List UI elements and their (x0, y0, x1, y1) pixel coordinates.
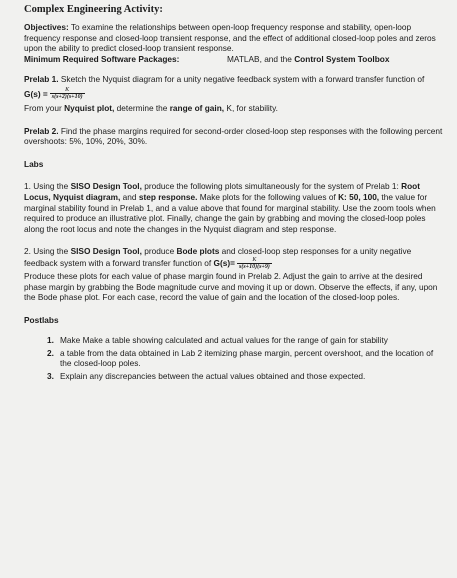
postlab-number: 1. (47, 335, 54, 346)
requirements-line (24, 54, 445, 65)
lab2-paragraph (24, 246, 445, 271)
list-item (47, 347, 445, 369)
lab1-i: the value for marginal stability found in Prelab 1, and a value above that found for marginal stability. Use the zoom tools when required to produce an illustrative plot. Finally, change the gain by grabbing and moving the closed-loop poles along the root locus and note the changes in the Nyquist diagram and step response. (24, 191, 436, 234)
lab2-c: produce (141, 246, 177, 257)
postlabs-heading: Postlabs (24, 314, 59, 325)
postlab-number: 3. (47, 371, 54, 382)
lab2-denominator: s(s+10)(s+9) (239, 264, 270, 271)
lab1-g: Make plots for the following values of (197, 191, 339, 202)
prelab2-paragraph (24, 126, 445, 147)
lab1-a: 1. Using the (24, 181, 71, 192)
prelab1-paragraph (24, 74, 445, 85)
prelab1-from-c: determine the (114, 102, 170, 113)
postlab-text: a table from the data obtained in Lab 2 itemizing phase margin, percent overshoot, and the location of the closed-loop poles. (60, 347, 434, 369)
prelab2-text: Find the phase margins required for second-order closed-loop step responses with the following percent overshoots: 5%, 10%, 20%, 30%. (24, 125, 443, 147)
requirements-matlab: MATLAB, (227, 53, 262, 64)
objectives-text: To examine the relationships between open-loop frequency response and stability, open-loop frequency response and closed-loop transient response, and the effect of additional closed-loop poles and zeros upon the ability to predict closed-loop transient response. (24, 22, 436, 54)
lab2-e: and closed-loop step responses for a unity negative feedback system with a forward transfer function of (24, 246, 412, 269)
lab2-numerator: K (252, 256, 257, 263)
postlabs-list (24, 335, 445, 381)
objectives-label: Objectives: (24, 22, 69, 32)
lab1-d: Root Locus, Nyquist diagram, (24, 181, 420, 202)
prelab1-text: Sketch the Nyquist diagram for a unity negative feedback system with a forward transfer function of (58, 74, 425, 85)
requirements-value (227, 54, 389, 65)
lab1-b: SISO Design Tool, (70, 181, 142, 192)
prelab1-from-e: K, for stability. (224, 102, 278, 113)
lab2-d: Bode plots (176, 246, 220, 257)
requirements-toolbox: Control System Toolbox (294, 53, 390, 64)
postlab-text: Explain any discrepancies between the actual values obtained and those expected. (60, 371, 366, 382)
objectives-paragraph (24, 22, 445, 54)
prelab1-numerator: K (65, 86, 70, 93)
labs-heading: Labs (24, 158, 44, 169)
prelab2-label: Prelab 2. (24, 125, 59, 136)
list-item (47, 335, 445, 346)
lab1-paragraph (24, 181, 445, 234)
lab2-b: SISO Design Tool, (70, 246, 142, 257)
postlab-number: 2. (47, 347, 54, 358)
lab2-fraction (237, 257, 272, 271)
lab1-f: step response. (138, 191, 198, 202)
prelab1-label: Prelab 1. (24, 74, 59, 85)
prelab1-fraction (50, 87, 85, 101)
prelab1-denominator: s(s+2)(s+10) (51, 94, 83, 101)
prelab1-from-b: Nyquist plot, (64, 102, 115, 113)
lab2-rest: Produce these plots for each value of phase margin found in Prelab 2. Adjust the gain to arrive at the desired phase margin by grabbing the Bode magnitude curve and moving it up or down. Observe the effects, if any, upon the Bode phase plot. For each case, record the value of gain and the location of the closed-loop poles. (24, 270, 438, 303)
postlab-text: Make Make a table showing calculated and actual values for the range of gain for stability (60, 335, 388, 346)
lab1-e: and (120, 191, 139, 202)
requirements-label: Minimum Required Software Packages: (24, 53, 180, 64)
page-title: Complex Engineering Activity: (24, 4, 163, 15)
prelab1-transfer-function (24, 85, 445, 103)
prelab1-from-d: range of gain, (169, 102, 225, 113)
lab2-gs-label: G(s)= (213, 258, 235, 269)
prelab1-from-a: From your (24, 102, 65, 113)
list-item (47, 371, 445, 382)
prelab1-gs-label: G(s) = (24, 88, 48, 99)
lab2-a: 2. Using the (24, 246, 71, 257)
requirements-and: and the (261, 53, 295, 64)
lab1-c: produce the following plots simultaneously for the system of Prelab 1: (141, 181, 402, 192)
lab1-h: K: 50, 100, (338, 191, 380, 202)
prelab1-from-line (24, 103, 445, 114)
